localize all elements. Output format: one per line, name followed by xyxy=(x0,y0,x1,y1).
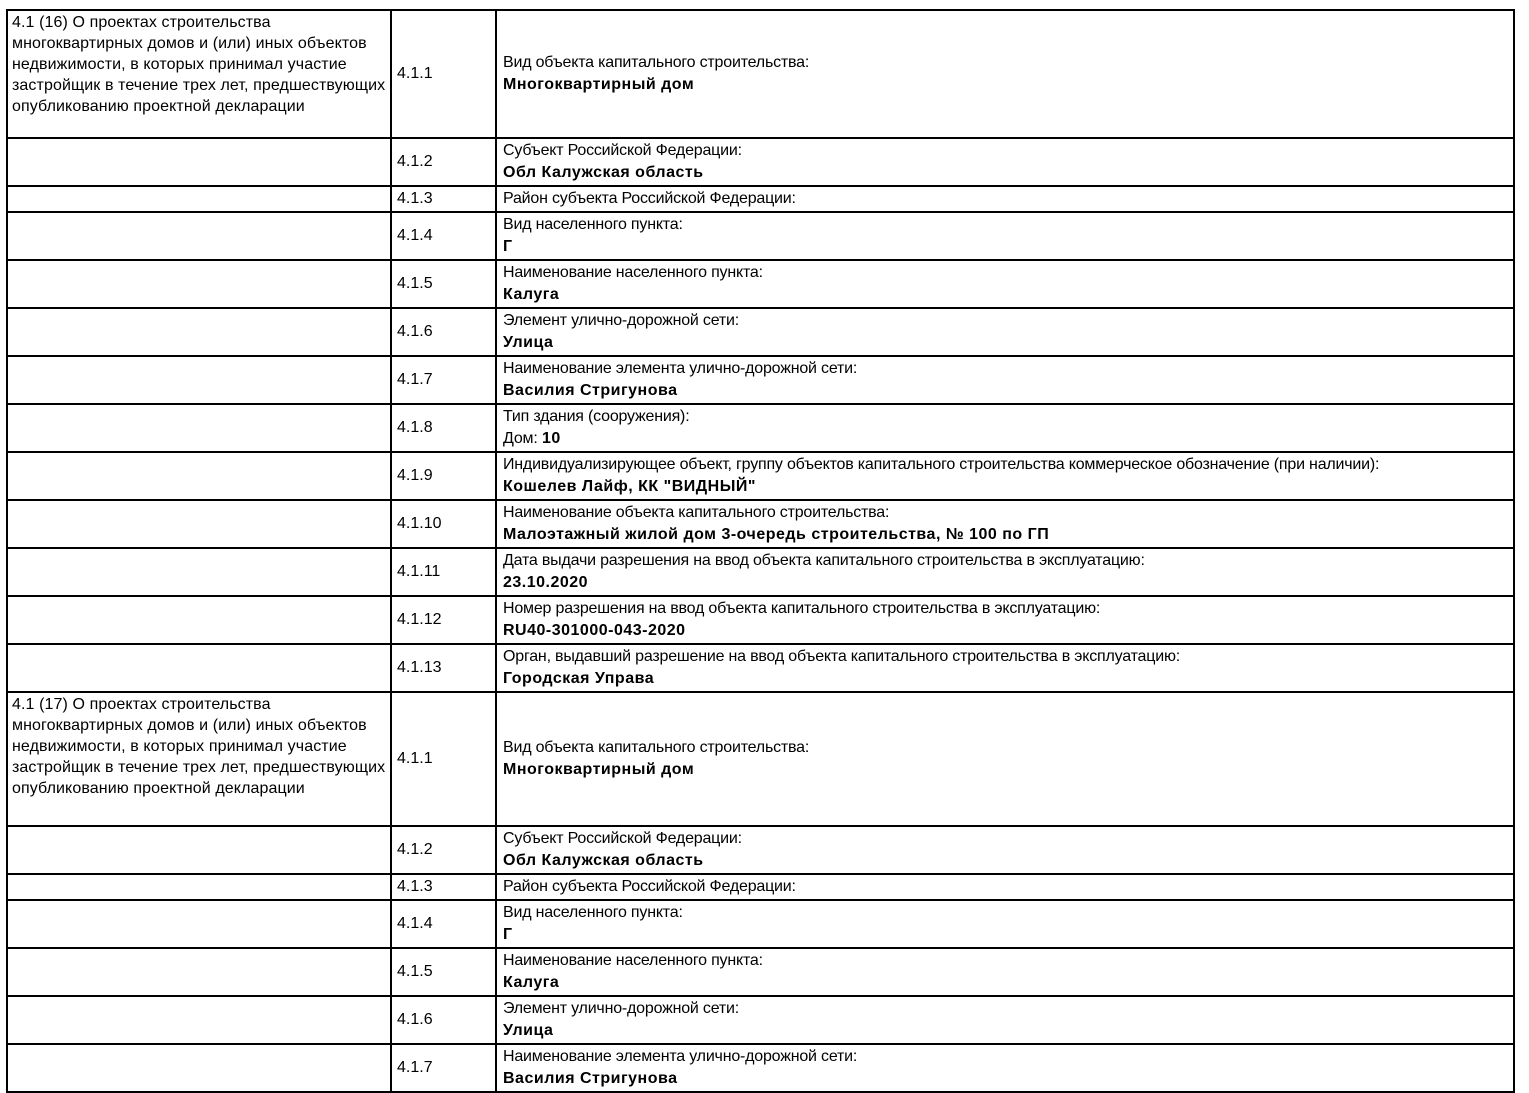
field-cell xyxy=(496,308,1514,356)
field-value: Малоэтажный жилой дом 3-очередь строительства, № 100 по ГП xyxy=(503,526,1050,543)
empty-cell xyxy=(7,356,391,404)
table-row xyxy=(7,948,1514,996)
field-label: Наименование элемента улично-дорожной сети: xyxy=(503,1048,858,1065)
field-label: Орган, выдавший разрешение на ввод объекта капитального строительства в эксплуатацию: xyxy=(503,648,1181,665)
table-row xyxy=(7,308,1514,356)
table-row xyxy=(7,692,1514,826)
empty-cell xyxy=(7,404,391,452)
field-label: Вид объекта капитального строительства: xyxy=(503,54,810,71)
field-value: 23.10.2020 xyxy=(503,574,589,591)
table-row xyxy=(7,500,1514,548)
table-body xyxy=(7,10,1514,1092)
field-value-line xyxy=(503,668,1509,690)
empty-cell xyxy=(7,874,391,900)
table-row xyxy=(7,874,1514,900)
field-value: RU40-301000-043-2020 xyxy=(503,622,686,639)
row-code: 4.1.13 xyxy=(391,644,496,692)
field-value: Василия Стригунова xyxy=(503,382,678,399)
table-row xyxy=(7,260,1514,308)
field-value: Улица xyxy=(503,334,554,351)
table-row xyxy=(7,644,1514,692)
row-code: 4.1.11 xyxy=(391,548,496,596)
row-code: 4.1.9 xyxy=(391,452,496,500)
row-code: 4.1.3 xyxy=(391,874,496,900)
field-label: Район субъекта Российской Федерации: xyxy=(503,878,796,895)
field-value-prefix: Дом: xyxy=(503,430,538,447)
field-value-line xyxy=(503,74,1509,96)
field-value-line xyxy=(503,1068,1509,1090)
field-label: Наименование населенного пункта: xyxy=(503,952,763,969)
field-label: Дата выдачи разрешения на ввод объекта капитального строительства в эксплуатацию: xyxy=(503,552,1145,569)
row-code: 4.1.4 xyxy=(391,212,496,260)
empty-cell xyxy=(7,596,391,644)
empty-cell xyxy=(7,212,391,260)
field-cell xyxy=(496,996,1514,1044)
empty-cell xyxy=(7,452,391,500)
row-code: 4.1.6 xyxy=(391,308,496,356)
empty-cell xyxy=(7,548,391,596)
field-label: Наименование объекта капитального строительства: xyxy=(503,504,890,521)
field-label: Наименование населенного пункта: xyxy=(503,264,763,281)
field-label: Индивидуализирующее объект, группу объектов капитального строительства коммерческое обозначение (при наличии): xyxy=(503,456,1380,473)
field-label: Субъект Российской Федерации: xyxy=(503,142,742,159)
empty-cell xyxy=(7,138,391,186)
empty-cell xyxy=(7,1044,391,1092)
field-value-line xyxy=(503,428,1509,450)
field-cell xyxy=(496,356,1514,404)
field-value-line xyxy=(503,972,1509,994)
table-row xyxy=(7,1044,1514,1092)
field-value-line xyxy=(503,759,1509,781)
field-cell xyxy=(496,212,1514,260)
row-code: 4.1.1 xyxy=(391,692,496,826)
row-code: 4.1.2 xyxy=(391,138,496,186)
field-label: Район субъекта Российской Федерации: xyxy=(503,190,796,207)
field-label: Элемент улично-дорожной сети: xyxy=(503,1000,739,1017)
field-value: Кошелев Лайф, КК "ВИДНЫЙ" xyxy=(503,478,756,495)
row-code: 4.1.12 xyxy=(391,596,496,644)
field-cell xyxy=(496,548,1514,596)
empty-cell xyxy=(7,308,391,356)
field-cell xyxy=(496,452,1514,500)
table-row xyxy=(7,10,1514,138)
field-cell xyxy=(496,500,1514,548)
field-cell xyxy=(496,404,1514,452)
field-cell xyxy=(496,596,1514,644)
field-label: Номер разрешения на ввод объекта капитального строительства в эксплуатацию: xyxy=(503,600,1101,617)
field-label: Субъект Российской Федерации: xyxy=(503,830,742,847)
field-value: Городская Управа xyxy=(503,670,655,687)
field-value-line xyxy=(503,850,1509,872)
empty-cell xyxy=(7,826,391,874)
field-value: 10 xyxy=(542,430,561,447)
section-description-cell: 4.1 (16) О проектах строительства многоквартирных домов и (или) иных объектов недвижимости, в которых принимал участие застройщик в течение трех лет, предшествующих опубликованию проектной декларации xyxy=(7,10,391,138)
field-cell xyxy=(496,826,1514,874)
field-value-line xyxy=(503,236,1509,258)
field-value: Обл Калужская область xyxy=(503,852,704,869)
project-declaration-table xyxy=(6,9,1515,1093)
field-value-line xyxy=(503,476,1509,498)
table-row xyxy=(7,900,1514,948)
field-label: Тип здания (сооружения): xyxy=(503,408,690,425)
field-value: Г xyxy=(503,926,513,943)
table-row xyxy=(7,452,1514,500)
table-row xyxy=(7,548,1514,596)
table-row xyxy=(7,826,1514,874)
row-code: 4.1.6 xyxy=(391,996,496,1044)
field-label: Вид населенного пункта: xyxy=(503,904,683,921)
empty-cell xyxy=(7,900,391,948)
row-code: 4.1.4 xyxy=(391,900,496,948)
empty-cell xyxy=(7,996,391,1044)
field-cell xyxy=(496,644,1514,692)
empty-cell xyxy=(7,500,391,548)
field-value-line xyxy=(503,284,1509,306)
field-value-line xyxy=(503,924,1509,946)
field-value-line xyxy=(503,162,1509,184)
field-value-line xyxy=(503,572,1509,594)
empty-cell xyxy=(7,260,391,308)
table-row xyxy=(7,138,1514,186)
field-cell xyxy=(496,692,1514,826)
field-cell xyxy=(496,186,1514,212)
field-value-line xyxy=(503,524,1509,546)
row-code: 4.1.5 xyxy=(391,260,496,308)
row-code: 4.1.3 xyxy=(391,186,496,212)
table-row xyxy=(7,404,1514,452)
field-cell xyxy=(496,10,1514,138)
field-label: Наименование элемента улично-дорожной сети: xyxy=(503,360,858,377)
row-code: 4.1.10 xyxy=(391,500,496,548)
field-label: Вид объекта капитального строительства: xyxy=(503,739,810,756)
field-value: Многоквартирный дом xyxy=(503,76,695,93)
table-row xyxy=(7,186,1514,212)
row-code: 4.1.8 xyxy=(391,404,496,452)
section-description-cell: 4.1 (17) О проектах строительства многоквартирных домов и (или) иных объектов недвижимости, в которых принимал участие застройщик в течение трех лет, предшествующих опубликованию проектной декларации xyxy=(7,692,391,826)
table-row xyxy=(7,212,1514,260)
field-value-line xyxy=(503,332,1509,354)
field-label: Элемент улично-дорожной сети: xyxy=(503,312,739,329)
row-code: 4.1.5 xyxy=(391,948,496,996)
row-code: 4.1.2 xyxy=(391,826,496,874)
row-code: 4.1.1 xyxy=(391,10,496,138)
empty-cell xyxy=(7,186,391,212)
field-cell xyxy=(496,1044,1514,1092)
field-cell xyxy=(496,874,1514,900)
table-row xyxy=(7,596,1514,644)
field-cell xyxy=(496,260,1514,308)
table-row xyxy=(7,996,1514,1044)
field-cell xyxy=(496,900,1514,948)
row-code: 4.1.7 xyxy=(391,1044,496,1092)
row-code: 4.1.7 xyxy=(391,356,496,404)
field-value-line xyxy=(503,1020,1509,1042)
field-value: Г xyxy=(503,238,513,255)
field-value: Калуга xyxy=(503,974,560,991)
field-value: Многоквартирный дом xyxy=(503,761,695,778)
field-cell xyxy=(496,948,1514,996)
field-value-line xyxy=(503,380,1509,402)
field-value: Василия Стригунова xyxy=(503,1070,678,1087)
field-value: Улица xyxy=(503,1022,554,1039)
field-value: Обл Калужская область xyxy=(503,164,704,181)
field-cell xyxy=(496,138,1514,186)
field-label: Вид населенного пункта: xyxy=(503,216,683,233)
field-value: Калуга xyxy=(503,286,560,303)
empty-cell xyxy=(7,644,391,692)
empty-cell xyxy=(7,948,391,996)
table-row xyxy=(7,356,1514,404)
field-value-line xyxy=(503,620,1509,642)
